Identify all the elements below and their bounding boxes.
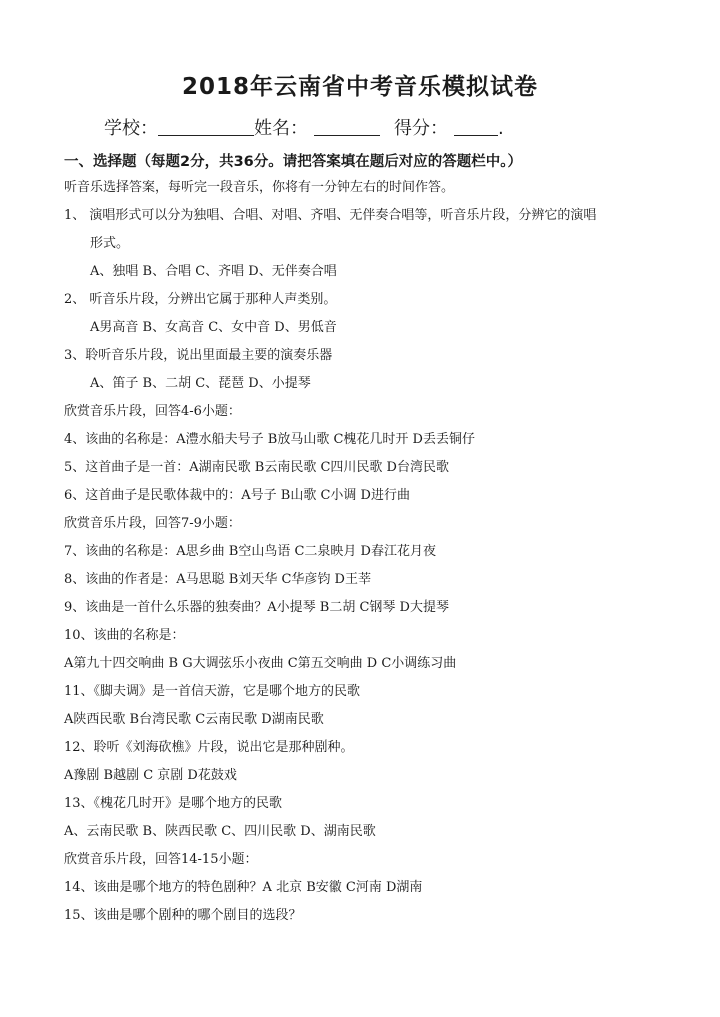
school-label: 学校： bbox=[104, 118, 158, 139]
options-line: A豫剧 B越剧 C 京剧 D花鼓戏 bbox=[64, 768, 237, 783]
question-line: 5、这首曲子是一首：A湖南民歌 B云南民歌 C四川民歌 D台湾民歌 bbox=[64, 460, 449, 475]
question-line: 8、该曲的作者是：A马思聪 B刘天华 C华彦钧 D王莘 bbox=[64, 572, 371, 587]
options-line: A陕西民歌 B台湾民歌 C云南民歌 D湖南民歌 bbox=[64, 712, 324, 727]
options-line: A、独唱 B、合唱 C、齐唱 D、无伴奏合唱 bbox=[90, 264, 337, 279]
instruction-line: 欣赏音乐片段，回答7-9小题： bbox=[64, 516, 241, 531]
name-label: 姓名： bbox=[254, 118, 308, 139]
options-line: A第九十四交响曲 B G大调弦乐小夜曲 C第五交响曲 D C小调练习曲 bbox=[64, 656, 457, 671]
instruction-line: 欣赏音乐片段，回答14-15小题： bbox=[64, 852, 258, 867]
question-line: 6、这首曲子是民歌体裁中的：A号子 B山歌 C小调 D进行曲 bbox=[64, 488, 410, 503]
question-line: 2、 听音乐片段，分辨出它属于那种人声类别。 bbox=[64, 292, 337, 307]
exam-title: 2018年云南省中考音乐模拟试卷 bbox=[181, 74, 538, 100]
question-line: 14、该曲是哪个地方的特色剧种？A 北京 B安徽 C河南 D湖南 bbox=[64, 880, 423, 895]
question-line: 1、 演唱形式可以分为独唱、合唱、对唱、齐唱、无伴奏合唱等，听音乐片段，分辨它的演唱 bbox=[64, 208, 597, 223]
question-line: 7、该曲的名称是：A思乡曲 B空山鸟语 C二泉映月 D春江花月夜 bbox=[64, 544, 436, 559]
question-line: 10、该曲的名称是： bbox=[64, 628, 185, 643]
question-line: 形式。 bbox=[90, 236, 130, 251]
name-blank bbox=[314, 117, 380, 136]
question-line: 15、该曲是哪个剧种的哪个剧目的选段？ bbox=[64, 908, 302, 923]
question-line: 11、《脚夫调》是一首信天游，它是哪个地方的民歌 bbox=[64, 684, 361, 699]
score-label: 得分： bbox=[394, 118, 448, 139]
end-mark: . bbox=[498, 118, 504, 139]
student-info-line bbox=[104, 114, 504, 140]
instruction-line: 听音乐选择答案，每听完一段音乐，你将有一分钟左右的时间作答。 bbox=[64, 180, 455, 195]
options-line: A男高音 B、女高音 C、女中音 D、男低音 bbox=[90, 320, 337, 335]
question-line: 3、聆听音乐片段，说出里面最主要的演奏乐器 bbox=[64, 348, 333, 363]
school-blank bbox=[158, 117, 254, 136]
question-line: 4、该曲的名称是：A澧水船夫号子 B放马山歌 C槐花几时开 D丢丢铜仔 bbox=[64, 432, 475, 447]
options-line: A、云南民歌 B、陕西民歌 C、四川民歌 D、湖南民歌 bbox=[64, 824, 376, 839]
section-heading: 一、选择题（每题2分，共36分。请把答案填在题后对应的答题栏中。） bbox=[64, 154, 523, 170]
question-line: 12、聆听《刘海砍樵》片段，说出它是那种剧种。 bbox=[64, 740, 354, 755]
question-line: 9、该曲是一首什么乐器的独奏曲？A小提琴 B二胡 C钢琴 D大提琴 bbox=[64, 600, 449, 615]
options-line: A、笛子 B、二胡 C、琵琶 D、小提琴 bbox=[90, 376, 311, 391]
score-blank bbox=[454, 117, 498, 136]
question-line: 13、《槐花几时开》是哪个地方的民歌 bbox=[64, 796, 283, 811]
instruction-line: 欣赏音乐片段，回答4-6小题： bbox=[64, 404, 241, 419]
